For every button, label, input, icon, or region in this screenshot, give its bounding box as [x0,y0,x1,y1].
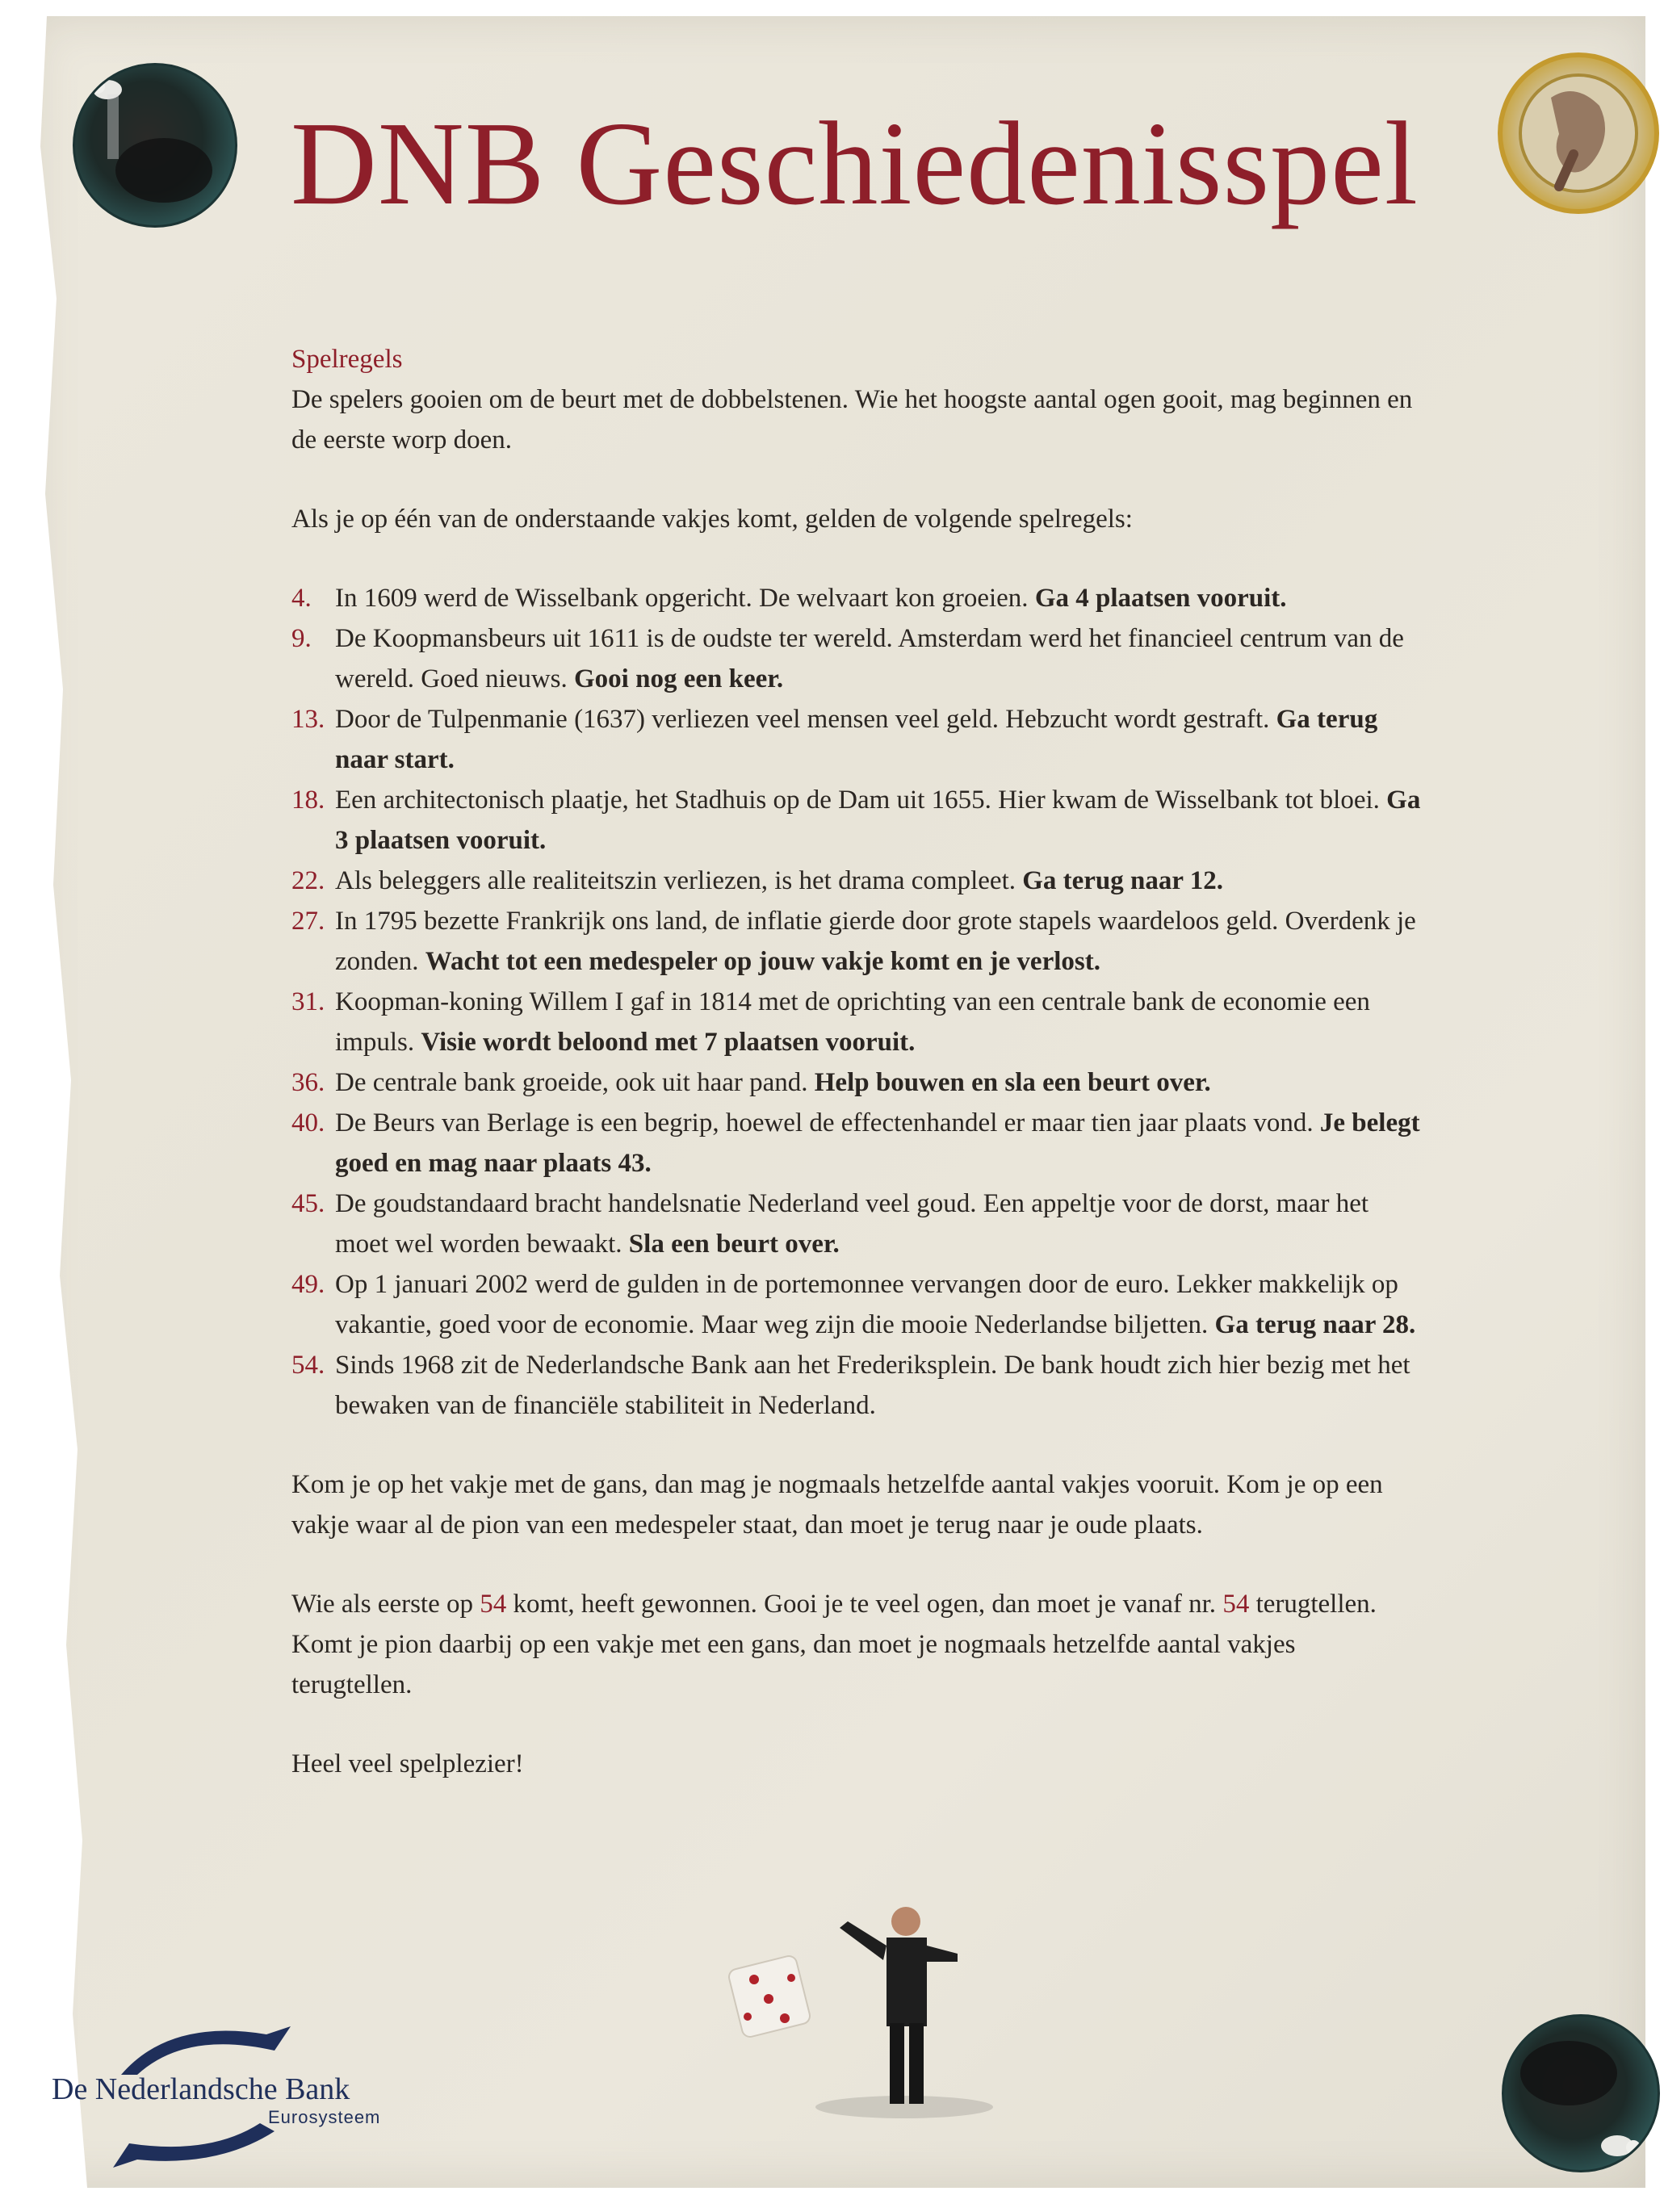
rule-number: 40. [291,1108,325,1137]
rule-text: Door de Tulpenmanie (1637) verliezen veel mensen veel geld. Hebzucht wordt gestraft. [335,705,1276,734]
rule-action: Je belegt goed en mag naar plaats 43. [335,1108,1420,1178]
win-rule-paragraph [291,1584,1422,1705]
logo-subtitle: Eurosysteem [268,2107,381,2127]
rule-number: 18. [291,786,325,815]
list-item [291,1062,1422,1103]
list-item [291,618,1422,699]
rule-number: 45. [291,1189,325,1218]
closing-line: Heel veel spelplezier! [291,1749,524,1778]
rule-number: 13. [291,705,325,734]
rule-action: Gooi nog een keer. [574,664,784,693]
rule-number: 49. [291,1270,325,1299]
rule-text: De goudstandaard bracht handelsnatie Nederland veel goud. Een appeltje voor de dorst, maar het moet wel worden bewaakt. [335,1189,1369,1259]
list-item [291,982,1422,1062]
goose-rule-paragraph: Kom je op het vakje met de gans, dan mag je nogmaals hetzelfde aantal vakjes vooruit. Kom je op een vakje waar al de pion van een medespeler staat, dan moet je terug naar je oude plaats. [291,1470,1383,1540]
dnb-logo [48,2010,420,2172]
list-item [291,780,1422,861]
rule-number: 22. [291,866,325,895]
rules-list [291,578,1422,1426]
rule-action: Visie wordt beloond met 7 plaatsen vooruit. [421,1028,916,1057]
coin-hand-icon [1498,52,1659,214]
rule-action: Ga terug naar 12. [1022,866,1223,895]
win-rule-text: komt, heeft gewonnen. Gooi je te veel ogen, dan moet je vanaf nr. [506,1590,1223,1619]
rule-text: De Koopmansbeurs uit 1611 is de oudste ter wereld. Amsterdam werd het financieel centrum van de wereld. Goed nieuws. [335,624,1404,693]
rule-text: Een architectonisch plaatje, het Stadhuis op de Dam uit 1655. Hier kwam de Wisselbank tot bloei. [335,786,1387,815]
rule-action: Wacht tot een medespeler op jouw vakje komt en je verlost. [425,947,1100,976]
intro-paragraph: De spelers gooien om de beurt met de dobbelstenen. Wie het hoogste aantal ogen gooit, mag beginnen en de eerste worp doen. [291,385,1413,455]
rule-number: 36. [291,1068,325,1097]
rule-number: 27. [291,907,325,936]
rule-number: 31. [291,987,325,1016]
goose-badge-icon [1502,2014,1660,2172]
rule-text: Sinds 1968 zit de Nederlandsche Bank aan het Frederiksplein. De bank houdt zich hier bezig met het bewaken van de financiële stabiliteit in Nederland. [335,1351,1410,1420]
rule-number: 4. [291,584,312,613]
section-heading: Spelregels [291,345,403,374]
win-rule-text: Wie als eerste op [291,1590,480,1619]
rule-text: In 1795 bezette Frankrijk ons land, de inflatie gierde door grote stapels waardeloos geld. Overdenk je zonden. [335,907,1416,976]
win-square-number: 54 [480,1590,507,1619]
list-item [291,1103,1422,1184]
rule-text: Als beleggers alle realiteitszin verliezen, is het drama compleet. [335,866,1023,895]
rule-action: Ga terug naar start. [335,705,1378,774]
list-item [291,699,1422,780]
win-rule-text: terugtellen. Komt je pion daarbij op een vakje met een gans, dan moet je nogmaals hetzelfde aantal vakjes terugtellen. [291,1590,1377,1699]
goose-badge-icon [73,63,237,228]
rules-text [291,339,1422,1784]
rule-number: 54. [291,1351,325,1380]
rule-text: De centrale bank groeide, ook uit haar pand. [335,1068,815,1097]
rule-action: Ga terug naar 28. [1214,1310,1416,1339]
man-throwing-dice-illustration [719,1833,1074,2123]
rule-text: Op 1 januari 2002 werd de gulden in de portemonnee vervangen door de euro. Lekker makkelijk op vakantie, goed voor de economie. Maar weg zijn die mooie Nederlandse biljetten. [335,1270,1398,1339]
rule-action: Ga 3 plaatsen vooruit. [335,786,1421,855]
rule-action: Help bouwen en sla een beurt over. [814,1068,1211,1097]
rule-text: Koopman-koning Willem I gaf in 1814 met de oprichting van een centrale bank de economie een impuls. [335,987,1370,1057]
list-item [291,1184,1422,1264]
list-item [291,1345,1422,1426]
list-item [291,578,1422,618]
page-title: DNB Geschiedenisspel [291,98,1419,230]
win-square-number: 54 [1222,1590,1250,1619]
list-item [291,901,1422,982]
rule-action: Sla een beurt over. [628,1230,840,1259]
rule-text: De Beurs van Berlage is een begrip, hoewel de effectenhandel er maar tien jaar plaats vond. [335,1108,1320,1137]
rule-action: Ga 4 plaatsen vooruit. [1034,584,1287,613]
list-item [291,861,1422,901]
rule-text: In 1609 werd de Wisselbank opgericht. De welvaart kon groeien. [335,584,1035,613]
rule-number: 9. [291,624,312,653]
logo-name: De Nederlandsche Bank [52,2072,350,2106]
list-item [291,1264,1422,1345]
rules-intro-paragraph: Als je op één van de onderstaande vakjes komt, gelden de volgende spelregels: [291,505,1133,534]
